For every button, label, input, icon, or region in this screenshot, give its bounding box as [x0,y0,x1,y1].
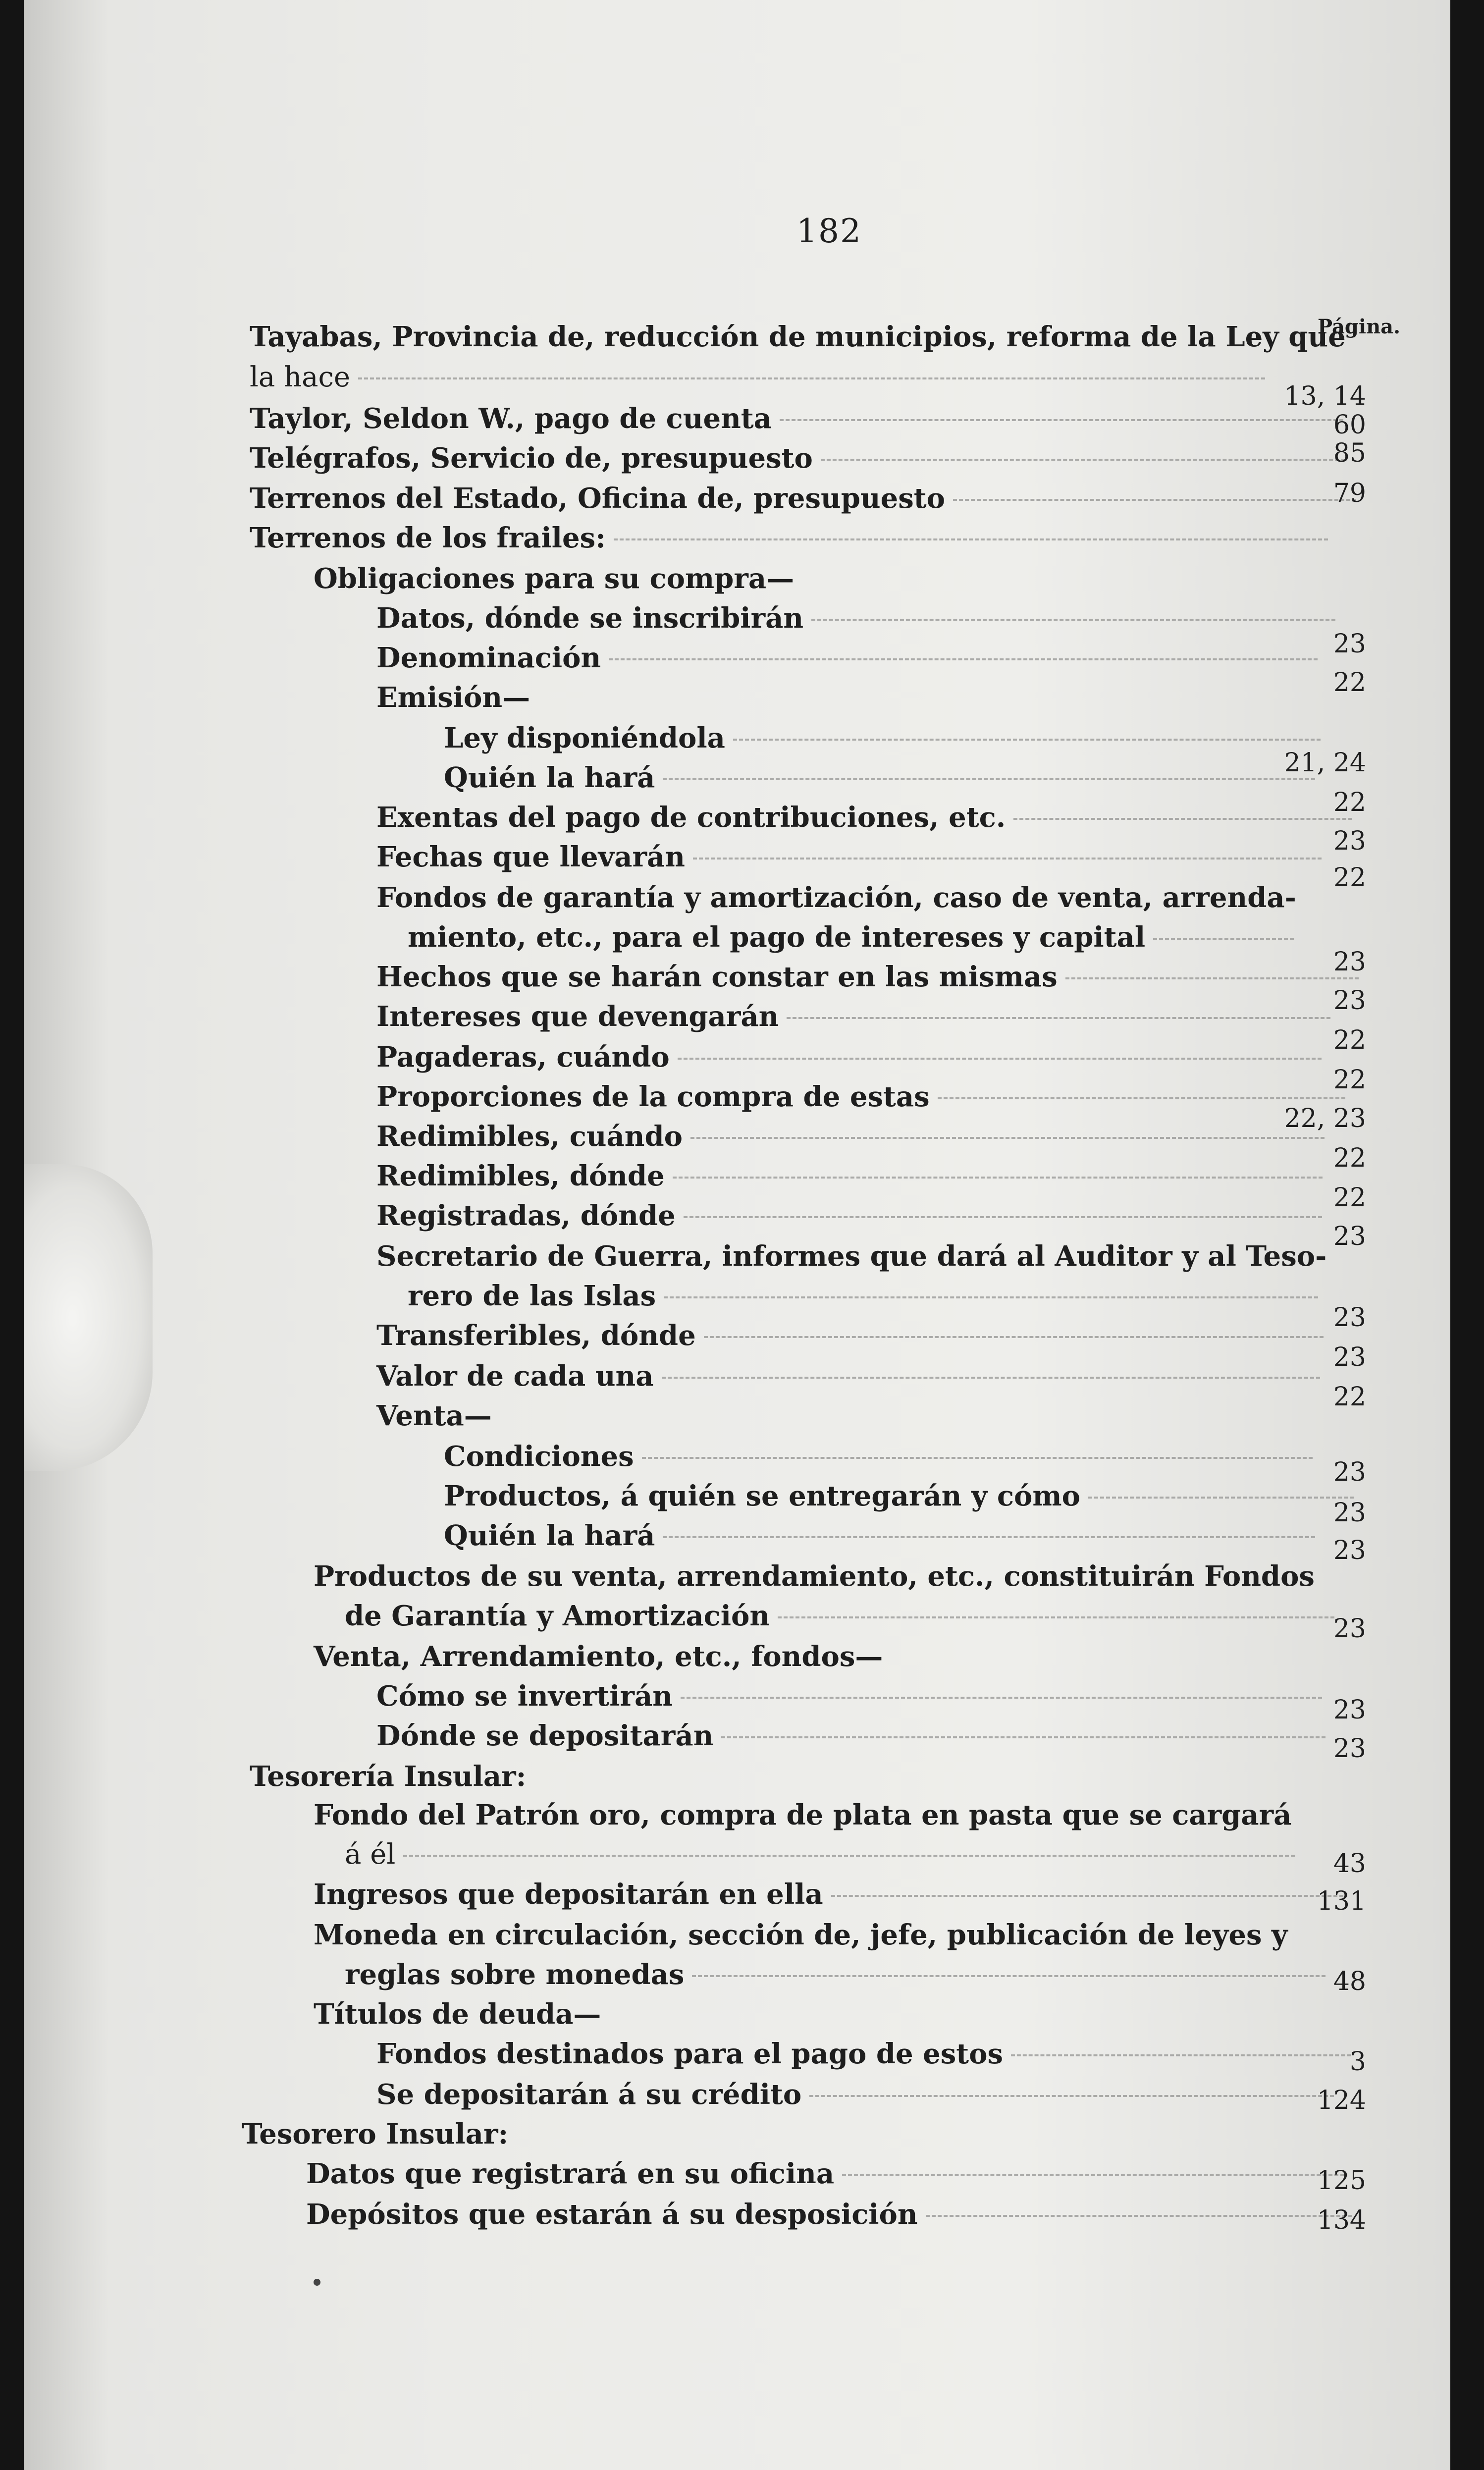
leader-dots [663,778,1315,782]
page-reference: 43 [1333,1849,1366,1879]
page-reference: 23 [1333,1222,1366,1251]
page-reference: 3 [1349,2047,1366,2077]
entry-text: Venta— [376,1399,492,1432]
entry-text: Redimibles, cuándo [376,1120,683,1153]
index-entry [444,718,1321,758]
index-entry [376,1117,1325,1157]
entry-text: Moneda en circulación, sección de, jefe, publicación de leyes y [314,1919,1288,1951]
index-entry [376,678,530,718]
index-entry [314,1795,1291,1835]
leader-dots [1065,977,1359,981]
leader-dots [811,619,1335,623]
index-entry [250,438,1345,479]
page-reference: 13, 14 [1284,381,1366,411]
leader-dots [704,1336,1324,1340]
pagina-column-label: Página. [1318,315,1401,338]
page-reference: 22 [1333,1382,1366,1412]
page-reference: 23 [1333,1536,1366,1565]
leader-dots [403,1855,1295,1859]
entry-text: Dónde se depositarán [376,1719,714,1752]
entry-text: Títulos de deuda— [314,1998,601,2031]
page-reference: 23 [1333,1303,1366,1333]
entry-text: Exentas del pago de contribuciones, etc. [376,801,1006,834]
index-entry [444,1437,1313,1477]
page-reference: 23 [1333,1734,1366,1764]
entry-text: Cómo se invertirán [376,1680,673,1713]
entry-text: Fechas que llevarán [376,841,685,873]
entry-text: Ingresos que depositarán en ella [314,1878,823,1911]
leader-dots [733,739,1321,743]
index-entry [376,1077,1345,1117]
entry-text: reglas sobre monedas [345,1958,685,1991]
index-entry [376,1236,1326,1277]
page-reference: 22 [1333,668,1366,698]
index-entry [250,317,1346,357]
index-entry [250,399,1343,439]
index-entry [376,1716,1325,1756]
leader-dots [614,538,1328,542]
index-entry [376,837,1322,877]
entry-text: Se depositarán á su crédito [376,2078,802,2111]
page-reference: 79 [1333,479,1366,508]
entry-text: Fondos de garantía y amortización, caso de venta, arrenda- [376,881,1296,914]
page-reference: 131 [1317,1886,1366,1916]
entry-text: Valor de cada una [376,1360,654,1393]
index-entry [314,1875,1343,1915]
page-reference: 22 [1333,1183,1366,1213]
index-entries [24,0,1450,2470]
index-entry [376,957,1359,997]
page-reference: 23 [1333,986,1366,1016]
entry-text: Fondo del Patrón oro, compra de plata en pasta que se cargará [314,1799,1292,1831]
page-reference: 85 [1333,438,1366,468]
page-reference: 23 [1333,1342,1366,1372]
index-entry [314,1994,601,2035]
index-entry [376,1156,1323,1196]
entry-text: Intereses que devengarán [376,1000,779,1033]
scanned-page [24,0,1450,2470]
index-entry [345,1955,1325,1995]
index-entry [345,1835,1295,1875]
page-reference: 124 [1317,2086,1366,2115]
entry-text: Terrenos del Estado, Oficina de, presupuesto [250,482,945,515]
index-entry [314,1557,1315,1597]
entry-text: Secretario de Guerra, informes que dará al Auditor y al Teso- [376,1240,1327,1273]
page-reference: 23 [1333,1498,1366,1528]
page-reference: 48 [1333,1967,1366,1996]
index-entry [376,1316,1324,1356]
page-reference: 22, 23 [1284,1104,1366,1133]
entry-text: Obligaciones para su compra— [314,562,795,595]
entry-text: rero de las Islas [408,1280,656,1312]
entry-text: Redimibles, dónde [376,1160,665,1192]
entry-text: Pagaderas, cuándo [376,1041,670,1074]
entry-text: Emisión— [376,681,530,714]
index-entry [314,1637,883,1677]
index-entry [376,997,1330,1037]
page-reference: 134 [1317,2205,1366,2235]
index-entry [250,479,1356,519]
index-entry [250,1757,526,1797]
index-entry [242,2114,508,2154]
entry-text: Registradas, dónde [376,1199,676,1232]
index-entry [376,1396,492,1436]
stray-mark [314,2279,320,2286]
entry-text: Taylor, Seldon W., pago de cuenta [250,402,772,435]
entry-text: Tayabas, Provincia de, reducción de municipios, reforma de la Ley que [250,321,1346,353]
leader-dots [678,1058,1322,1062]
index-entry [250,518,1328,558]
entry-text: la hace [250,361,351,393]
index-entry [250,358,1265,397]
index-entry [376,878,1296,918]
page-reference: 60 [1333,410,1366,440]
index-entry [444,1476,1354,1516]
index-entry [306,2195,1352,2235]
index-entry [376,1676,1322,1717]
entry-text: Transferibles, dónde [376,1319,696,1352]
page-reference: 22 [1333,1025,1366,1055]
leader-dots [358,377,1265,381]
entry-text: Tesorero Insular: [242,2118,509,2150]
entry-text: Productos de su venta, arrendamiento, etc., constituirán Fondos [314,1560,1315,1593]
entry-text: Hechos que se harán constar en las mismas [376,961,1058,993]
page-reference: 21, 24 [1284,748,1366,778]
entry-text: Terrenos de los frailes: [250,522,606,554]
index-entry [314,559,794,599]
leader-dots [1013,818,1352,822]
leader-dots [690,1137,1325,1141]
leader-dots [721,1736,1325,1740]
page-reference: 23 [1333,1614,1366,1644]
entry-text: Tesorería Insular: [250,1760,527,1793]
index-entry [444,1516,1315,1556]
entry-text: de Garantía y Amortización [345,1600,770,1632]
leader-dots [681,1697,1322,1701]
entry-text: Proporciones de la compra de estas [376,1080,930,1113]
index-entry [376,2075,1334,2115]
page-reference: 23 [1333,826,1366,856]
index-entry [376,598,1335,639]
entry-text: Datos que registrará en su oficina [306,2157,835,2190]
leader-dots [684,1216,1322,1220]
entry-text: Condiciones [444,1440,634,1473]
leader-dots [609,658,1318,662]
page-reference: 22 [1333,863,1366,893]
index-entry [376,2034,1351,2074]
entry-text: Telégrafos, Servicio de, presupuesto [250,442,813,475]
entry-text: Fondos destinados para el pago de estos [376,2038,1004,2070]
index-entry [376,798,1352,838]
page-reference: 23 [1333,1695,1366,1725]
index-entry [306,2154,1344,2194]
entry-text: miento, etc., para el pago de intereses y capital [408,921,1146,954]
leader-dots [663,1536,1315,1540]
leader-dots [693,858,1322,861]
leader-dots [673,1177,1323,1181]
entry-text: Datos, dónde se inscribirán [376,602,804,635]
index-entry [376,1356,1320,1396]
page-reference: 22 [1333,1143,1366,1173]
entry-text: Venta, Arrendamiento, etc., fondos— [314,1640,883,1673]
leader-dots [787,1017,1330,1021]
index-entry [314,1915,1288,1955]
index-entry [408,1276,1318,1316]
index-entry [376,638,1318,678]
index-entry [408,917,1294,958]
leader-dots [664,1296,1318,1300]
page-reference: 23 [1333,1457,1366,1487]
entry-text: Denominación [376,642,601,674]
index-entry [444,758,1315,798]
entry-text: á él [345,1838,396,1871]
page-number: 182 [796,212,862,250]
leader-dots [662,1377,1320,1381]
entry-text: Depósitos que estarán á su desposición [306,2198,918,2231]
leader-dots [642,1457,1313,1461]
entry-text: Productos, á quién se entregarán y cómo [444,1480,1080,1512]
index-entry [345,1596,1334,1636]
leader-dots [692,1975,1325,1979]
page-reference: 22 [1333,788,1366,817]
page-reference: 23 [1333,947,1366,977]
page-reference: 23 [1333,629,1366,659]
entry-text: Quién la hará [444,761,655,794]
entry-text: Ley disponiéndola [444,722,725,754]
index-entry [376,1196,1322,1236]
entry-text: Quién la hará [444,1519,655,1552]
page-reference: 125 [1317,2166,1366,2196]
page-reference: 22 [1333,1065,1366,1095]
leader-dots [1153,938,1293,942]
index-entry [376,1037,1322,1077]
leader-dots [938,1097,1346,1101]
